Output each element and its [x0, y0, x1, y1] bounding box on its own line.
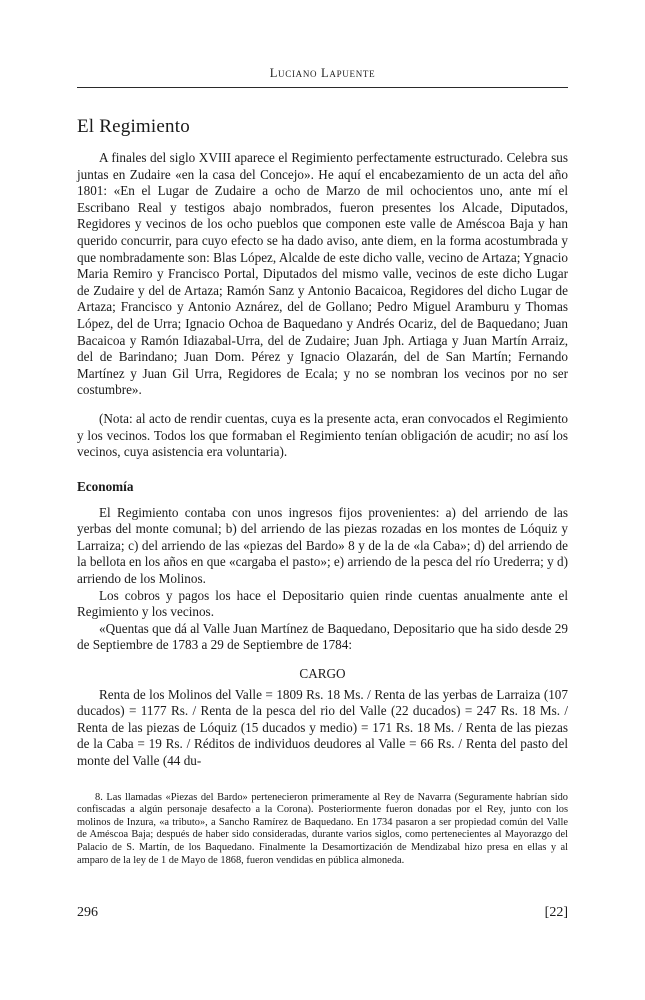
running-head: Luciano Lapuente [269, 66, 376, 80]
page-number: 296 [77, 905, 98, 920]
paragraph-spacer [77, 399, 568, 411]
cargo-heading: CARGO [299, 666, 346, 682]
paragraph: «Quentas que dá al Valle Juan Martínez de Baquedano, Depositario que ha sido desde 29 de Septiembre de 1783 a 29 de Septiembre de 1784: [77, 620, 568, 653]
paragraph: El Regimiento contaba con unos ingresos fijos provenientes: a) del arriendo de las yerbas del monte comunal; b) del arriendo de las piezas rozadas en los montes de Lóquiz y Larraiza; c) del arriendo de las «piezas del Bardo» 8 y de la de «la Caba»; d) del arriendo de la bellota en los años en que «cargaba el pasto»; e) arriendo de la pesca del río Urederra; y d) arriendo de los Molinos. [77, 504, 568, 587]
paragraph: (Nota: al acto de rendir cuentas, cuya es la presente acta, eran convocados el Regimiento y los vecinos. Todos los que formaban el Regimiento tenían obligación de acudir; no así los vecinos, cuya asistencia era voluntaria). [77, 410, 568, 460]
footnote-text [77, 792, 568, 868]
header-rule [77, 87, 568, 88]
paragraph: Los cobros y pagos los hace el Depositario quien rinde cuentas anualmente ante el Regimiento y los vecinos. [77, 587, 568, 620]
page-content [77, 0, 568, 867]
footnote-number: 8. [95, 791, 103, 803]
section-body [77, 150, 568, 461]
paragraph: A finales del siglo XVIII aparece el Regimiento perfectamente estructurado. Celebra sus juntas en Zudaire «en la casa del Concejo». He aquí el encabezamiento de un acta del año 1801: «En el Lugar de Zudaire a ocho de Marzo de mil ochocientos uno, ante mí el Escribano Real y testigos abajo nombrados, fueron presentes los Alcade, Diputados, Regidores y vecinos de los ocho pueblos que componen este valle de Améscoa Baja y han querido concurrir, para cuyo efecto se ha dado aviso, ante diem, en la forma acostumbrada y que nombradamente son: Blas López, Alcalde de este dicho valle, vecino de Artaza; Ygnacio Maria Remiro y Francisco Portal, Diputados del mismo valle, vecinos de este dicho Lugar de Zudaire y del de Artaza; Ramón Sanz y Antonio Bacaicoa, Regidores del dicho Lugar de Artaza; Francisco y Antonio Aznárez, del de Gollano; Pedro Miguel Aramburu y Thomas López, del de Urra; Ignacio Ochoa de Baquedano y Andrés Ocariz, del de Baquedano; Juan Bacaicoa y Ramón Idiazabal-Urra, del de Zudaire; Juan Jph. Artiaga y Juan Martín Arraiz, del de Barindano; Juan Dom. Pérez y Ignacio Olazarán, del de San Martín; Fernando Martínez y Juan Gil Urra, Regidores de Ecala; y no se nombran los vecinos por no ser costumbre». [77, 150, 568, 398]
page-title: El Regimiento [77, 116, 190, 137]
subheading-economia: Economía [77, 478, 134, 494]
economia-body [77, 505, 568, 654]
signature-mark: [22] [544, 905, 568, 920]
page-footer [77, 905, 568, 921]
cargo-text: Renta de los Molinos del Valle = 1809 Rs. 18 Ms. / Renta de las yerbas de Larraiza (107 ducados) = 1177 Rs. / Renta de la pesca del rio del Valle (22 ducados) = 247 Rs. 18 Ms. / Renta de las piezas de Lóquiz (15 ducados y medio) = 171 Rs. 18 Ms. / Renta de las piezas de la Caba = 19 Rs. / Réditos de individuos deudores al Valle = 66 Rs. / Renta del pasto del monte del Valle (44 du- [77, 686, 568, 768]
footnote-area [77, 792, 568, 868]
footnote-body: Las llamadas «Piezas del Bardo» pertenecieron primeramente al Rey de Navarra (Seguramente habrían sido confiscadas a algún personaje desafecto a la Corona). Posteriormente fueron donadas por el Rey, junto con los molinos de Inzura, «a tributo», a Sancho Ramírez de Baquedano. En 1734 pasaron a ser propiedad común del Valle de Améscoa Baja; después de haber sido consideradas, durante varios siglos, como pertenecientes al Mayorazgo del Palacio de S. Martín, de los Baquedano. Finalmente la Desamortización de Mendizabal hizo presa en ellas y al amparo de la ley de 1 de Mayo de 1868, fueron vendidas en pública almoneda. [77, 791, 568, 866]
